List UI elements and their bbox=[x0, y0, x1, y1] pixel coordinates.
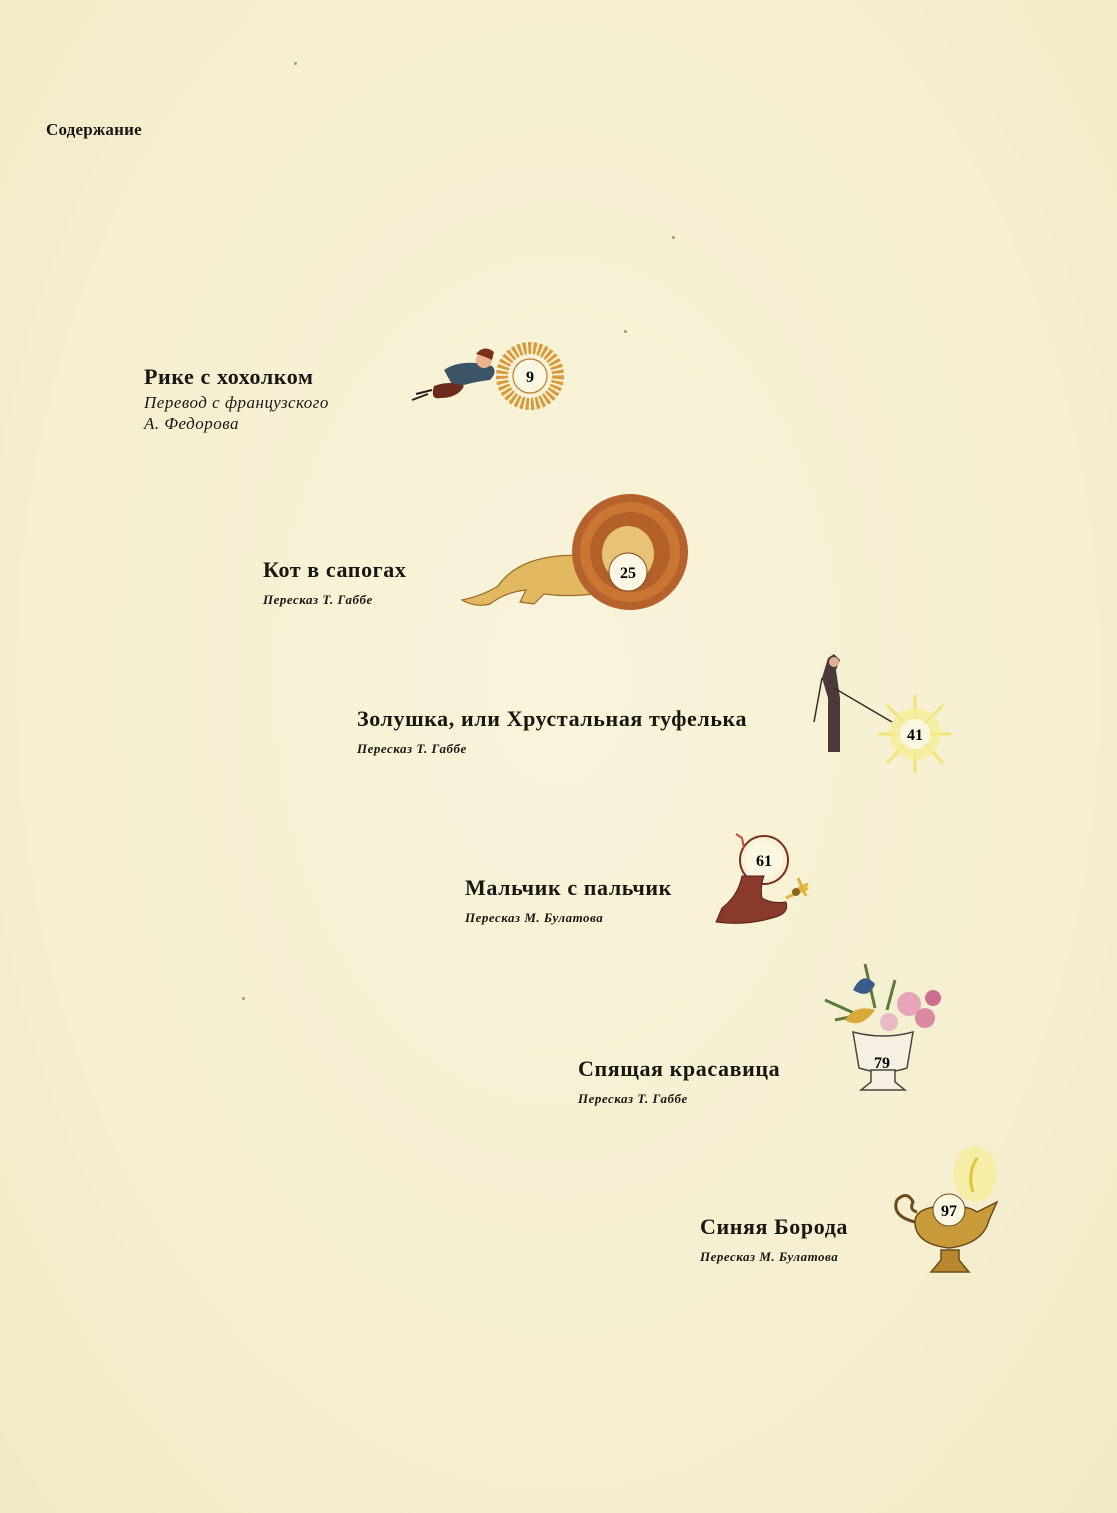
toc-entry[interactable] bbox=[357, 706, 747, 759]
fairy-wand-sun-icon bbox=[810, 648, 960, 774]
toc-entry-credit: Пересказ М. Булатова bbox=[700, 1249, 839, 1264]
toc-entry-credit: Пересказ Т. Габбе bbox=[357, 741, 467, 756]
paper-speck bbox=[672, 236, 675, 239]
toc-entry[interactable] bbox=[465, 875, 672, 928]
toc-entry-title[interactable]: Золушка, или Хрустальная туфелька bbox=[357, 706, 748, 731]
toc-entry[interactable] bbox=[578, 1056, 780, 1109]
toc-entry-credit: Перевод с французского bbox=[144, 393, 329, 412]
toc-entry-credit: А. Федорова bbox=[144, 414, 240, 433]
toc-entry[interactable] bbox=[700, 1214, 848, 1267]
lion-icon bbox=[452, 494, 702, 614]
acrobat-hoop-icon bbox=[404, 336, 564, 416]
toc-entry-title[interactable]: Мальчик с пальчик bbox=[465, 875, 672, 900]
toc-entry-title[interactable]: Кот в сапогах bbox=[263, 557, 407, 582]
page-number: 79 bbox=[874, 1055, 890, 1072]
toc-entry-credit: Пересказ М. Булатова bbox=[465, 910, 604, 925]
toc-entry[interactable] bbox=[263, 557, 406, 610]
toc-entry-credit: Пересказ Т. Габбе bbox=[263, 592, 373, 607]
toc-entry[interactable] bbox=[144, 364, 329, 434]
page-number: 25 bbox=[620, 565, 636, 582]
page-number: 41 bbox=[907, 727, 923, 744]
paper-speck bbox=[242, 997, 245, 1000]
oil-lamp-icon bbox=[885, 1144, 1000, 1286]
page-number: 9 bbox=[526, 369, 534, 386]
toc-entry-title[interactable]: Рике с хохолком bbox=[144, 364, 314, 389]
paper-speck bbox=[624, 330, 627, 333]
boot-icon bbox=[712, 828, 817, 928]
toc-entry-title[interactable]: Синяя Борода bbox=[700, 1214, 849, 1239]
paper-speck bbox=[294, 62, 297, 65]
page-number: 61 bbox=[756, 853, 772, 870]
page-number: 97 bbox=[941, 1203, 957, 1220]
flower-vase-icon bbox=[815, 960, 955, 1110]
toc-entry-title[interactable]: Спящая красавица bbox=[578, 1056, 781, 1081]
page-title: Содержание bbox=[46, 120, 142, 139]
toc-entry-credit: Пересказ Т. Габбе bbox=[578, 1091, 688, 1106]
